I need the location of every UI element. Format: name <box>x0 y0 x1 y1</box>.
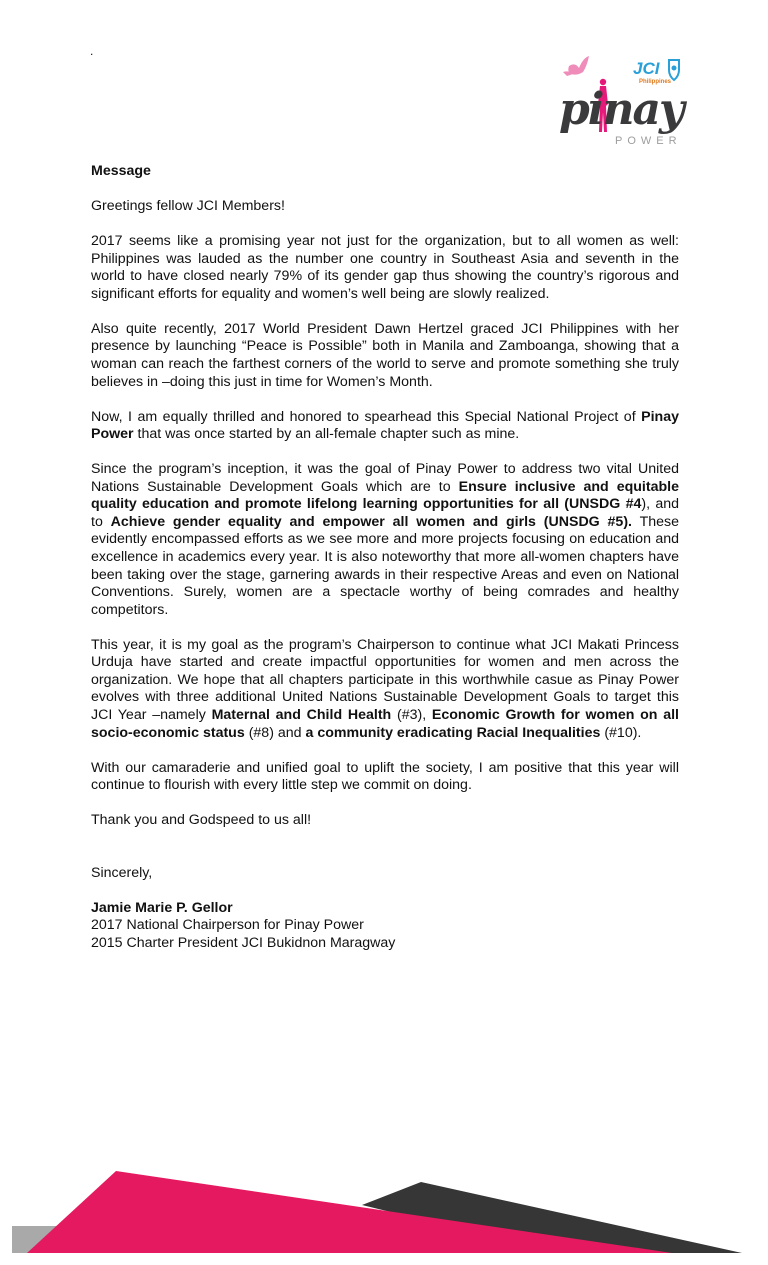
text-run: (#10). <box>600 724 642 741</box>
footer-decoration <box>0 1160 768 1265</box>
jci-wordmark: JCI <box>633 59 660 78</box>
bold-run: Pinay Power <box>91 408 679 443</box>
bold-run: Economic Growth for women on all socio-economic status <box>91 706 680 741</box>
letter-heading: Message <box>91 163 151 179</box>
pink-triangle <box>27 1171 672 1253</box>
stray-mark: . <box>90 44 94 58</box>
text-run: (#8) and <box>244 724 306 741</box>
signatory-name: Jamie Marie P. Gellor <box>91 899 233 916</box>
pinay-script: pinay <box>559 84 683 135</box>
philippines-label: Philippines <box>639 79 672 85</box>
paragraph-2: Also quite recently, 2017 World President Dawn Hertzel graced JCI Philippines with her presence by launching “Peace is Possible” both in Manila and Zamboanga, showing that a woman can reach the farthest corners of the world to serve and promote something she truly believes in –doing this just in time for Women’s Month. <box>91 320 679 390</box>
text-run: that was once started by an all-female chapter such as mine. <box>133 426 520 443</box>
paragraph-3 <box>91 409 679 444</box>
paragraph-7: Thank you and Godspeed to us all! <box>91 812 312 829</box>
bold-run: a community eradicating Racial Inequalities <box>305 724 601 741</box>
text-run: Since the program’s inception, it was the goal of Pinay Power to address two vital United Nations Sustainable Development Goals which are to <box>91 461 679 495</box>
letter-body <box>91 163 679 953</box>
paragraph-4 <box>91 461 679 619</box>
signature-block <box>91 900 679 953</box>
power-label: POWER <box>615 135 682 147</box>
signatory-title-1: 2017 National Chairperson for Pinay Power <box>91 917 364 934</box>
text-run: These evidently encompassed efforts as we see more and more projects focusing on education and excellence in academics every year. It is also noteworthy that more all-women chapters have been taking over the stage, garnering awards in their respective Areas and even on National Conventions. Surely, women are a spectacle worthy of being comrades and healthy competitors. <box>91 513 679 618</box>
text-run: (#3), <box>391 706 432 723</box>
text-run: Now, I am equally thrilled and honored to spearhead this Special National Project of <box>91 408 642 425</box>
bold-run: Maternal and Child Health <box>211 706 392 723</box>
closing: Sincerely, <box>91 864 153 881</box>
paragraph-1: 2017 seems like a promising year not just for the organization, but to all women as well: Philippines was lauded as the number one country in Southeast Asia and seventh in the world to have closed nearly 79% of its gender gap thus showing the country’s rigorous and significant efforts for equality and women’s well being are slowly realized. <box>91 233 679 302</box>
pinay-power-logo <box>555 52 705 152</box>
text-run: ), and to <box>91 496 679 530</box>
signatory-title-2: 2015 Charter President JCI Bukidnon Maragway <box>91 934 396 951</box>
text-run: This year, it is my goal as the program’s Chairperson to continue what JCI Makati Princess Urduja have started and create impactful opportunities for women and men across the organization. We hope that all chapters participate in this worthwhile casue as Pinay Power evolves with three additional United Nations Sustainable Development Goals to target this JCI Year –namely <box>91 636 679 723</box>
paragraph-6: With our camaraderie and unified goal to uplift the society, I am positive that this year will continue to flourish with every little step we commit on doing. <box>91 759 679 794</box>
bold-run: Achieve gender equality and empower all women and girls (UNSDG #5). <box>110 513 632 530</box>
bold-run: Ensure inclusive and equitable quality education and promote lifelong learning opportunities for all (UNSDG #4 <box>91 478 679 513</box>
jci-shield-icon <box>669 60 679 80</box>
dove-icon <box>563 56 589 76</box>
paragraph-5 <box>91 637 679 742</box>
greeting: Greetings fellow JCI Members! <box>91 198 285 215</box>
